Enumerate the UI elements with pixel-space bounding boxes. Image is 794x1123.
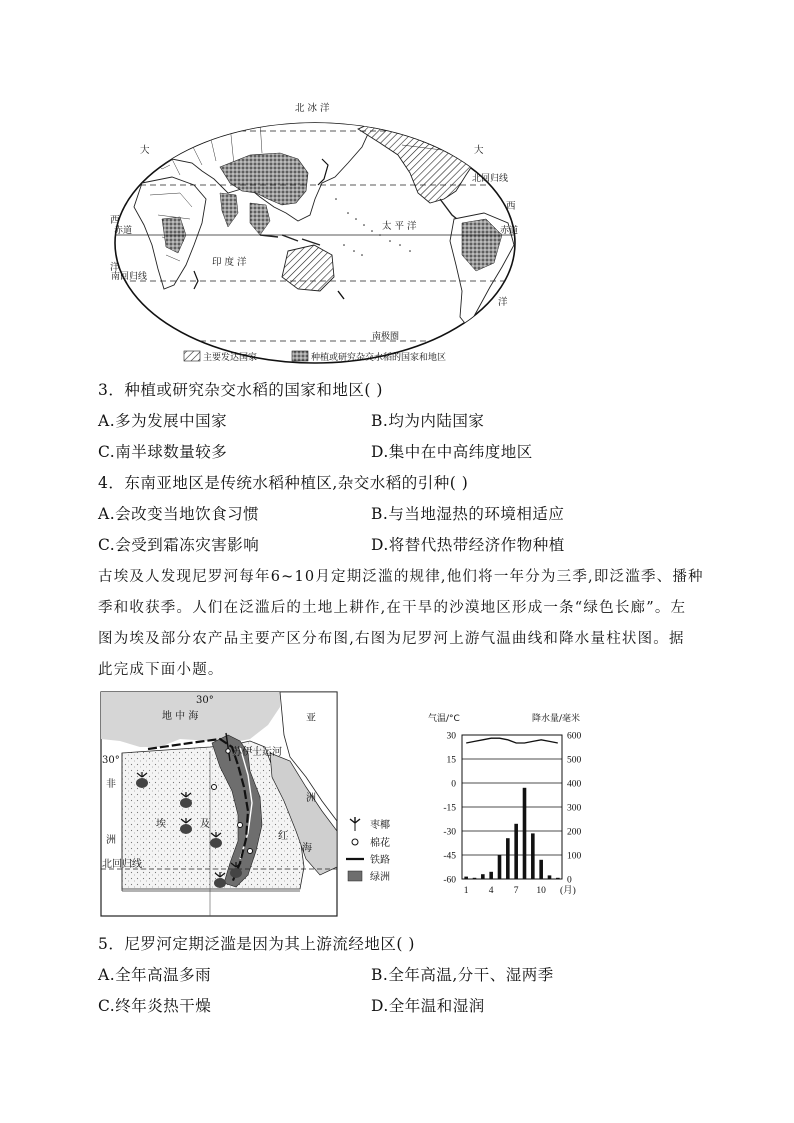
question-4-stem: 4．东南亚地区是传统水稻种植区,杂交水稻的引种( ) xyxy=(98,474,469,492)
red-sea-label-1: 红 xyxy=(278,831,288,842)
precip-bar xyxy=(464,877,468,879)
indian-ocean-label: 印 度 洋 xyxy=(212,257,247,268)
atlantic-label-yang-left: 洋 xyxy=(110,262,120,273)
equator-label-right: 赤道 xyxy=(500,226,519,236)
q3-option-b[interactable]: B.均为内陆国家 xyxy=(371,412,485,430)
q3-option-a[interactable]: A.多为发展中国家 xyxy=(98,412,228,430)
precip-tick-label: 200 xyxy=(567,827,582,838)
temp-tick-label: -60 xyxy=(443,875,456,886)
month-tick-label: 1 xyxy=(463,886,469,896)
egypt-legend xyxy=(346,817,390,883)
precip-tick-label: 300 xyxy=(567,803,582,814)
precip-tick-label: 0 xyxy=(567,875,572,886)
question-3-stem: 3．种植或研究杂交水稻的国家和地区( ) xyxy=(98,381,383,399)
month-tick-label: 10 xyxy=(536,886,546,896)
precip-axis-title: 降水量/毫米 xyxy=(532,714,581,724)
temp-tick-label: 15 xyxy=(446,755,456,766)
atlantic-label-xi-left: 西 xyxy=(110,215,120,226)
arctic-ocean-label: 北 冰 洋 xyxy=(295,103,330,114)
asia-label-2: 洲 xyxy=(306,793,316,804)
q5-option-a[interactable]: A.全年高温多雨 xyxy=(98,966,212,984)
temp-tick-label: 0 xyxy=(451,779,456,790)
precip-bar xyxy=(523,788,527,879)
africa-label-1: 非 xyxy=(106,779,116,790)
q5-option-c[interactable]: C.终年炎热干燥 xyxy=(98,997,212,1015)
lat-30-left-label: 30° xyxy=(102,755,120,766)
asia-label-1: 亚 xyxy=(306,713,316,724)
egypt-label-2: 及 xyxy=(200,819,210,830)
red-sea-label-2: 海 xyxy=(302,843,312,854)
precip-bar xyxy=(506,838,510,879)
world-map-figure xyxy=(110,95,520,367)
passage-line-2: 季和收获季。人们在泛滥后的土地上耕作,在干旱的沙漠地区形成一条“绿色长廊”。左 xyxy=(98,600,687,616)
legend-hybrid-swatch xyxy=(292,351,308,361)
suez-canal-label: 苏伊士运河 xyxy=(232,747,282,758)
precip-bar xyxy=(498,855,502,879)
egypt-map-figure xyxy=(100,691,410,919)
legend-hybrid-label: 种植或研究杂交水稻的国家和地区 xyxy=(311,353,447,363)
precip-bar xyxy=(556,878,560,879)
temp-tick-label: -15 xyxy=(443,803,456,814)
temp-tick-label: -30 xyxy=(443,827,456,838)
legend-oasis-label: 绿洲 xyxy=(370,872,390,883)
precip-bar xyxy=(531,833,535,879)
temp-tick-label: 30 xyxy=(446,731,456,742)
passage-line-1: 古埃及人发现尼罗河每年6~10月定期泛滥的规律,他们将一年分为三季,即泛滥季、播种 xyxy=(98,569,704,585)
tropic-label: 北回归线 xyxy=(102,859,142,870)
atlantic-label-xi-right: 西 xyxy=(506,201,516,212)
temp-axis-title: 气温/°C xyxy=(428,714,460,724)
question-5-stem: 5．尼罗河定期泛滥是因为其上游流经地区( ) xyxy=(98,935,415,953)
antarctic-circle-label: 南极圈 xyxy=(372,332,400,342)
precip-bar xyxy=(481,874,485,879)
q4-option-b[interactable]: B.与当地湿热的环境相适应 xyxy=(371,505,565,523)
africa-label-2: 洲 xyxy=(106,835,116,846)
precip-tick-label: 600 xyxy=(567,731,582,742)
q3-option-d[interactable]: D.集中在中高纬度地区 xyxy=(371,443,533,461)
lat-30-top-label: 30° xyxy=(196,695,214,706)
legend-developed-swatch xyxy=(184,351,200,361)
precip-bar xyxy=(539,860,543,879)
legend-developed-label: 主要发达国家 xyxy=(203,353,258,363)
legend-date-palm-label: 枣椰 xyxy=(370,820,390,831)
precip-bar xyxy=(514,824,518,879)
mediterranean-label: 地 中 海 xyxy=(162,711,199,722)
month-tick-label: 4 xyxy=(488,886,494,896)
passage xyxy=(98,562,708,686)
atlantic-label-da-right: 大 xyxy=(474,145,484,156)
q4-option-a[interactable]: A.会改变当地饮食习惯 xyxy=(98,505,260,523)
precip-bar xyxy=(548,875,552,879)
atlantic-label-da-left: 大 xyxy=(140,145,150,156)
month-tick-label: 7 xyxy=(513,886,519,896)
atlantic-label-yang-right: 洋 xyxy=(498,297,508,308)
temp-tick-label: -45 xyxy=(443,851,456,862)
tropic-south-label: 南回归线 xyxy=(111,272,148,282)
equator-label-left: 赤道 xyxy=(114,226,133,236)
precip-bar xyxy=(473,878,477,879)
pacific-ocean-label: 太 平 洋 xyxy=(382,221,417,232)
legend-railway-label: 铁路 xyxy=(370,855,390,866)
passage-line-3: 图为埃及部分农产品主要产区分布图,右图为尼罗河上游气温曲线和降水量柱状图。据 xyxy=(98,631,685,647)
q5-option-d[interactable]: D.全年温和湿润 xyxy=(371,997,485,1015)
tropic-north-label: 北回归线 xyxy=(472,174,509,184)
q4-option-c[interactable]: C.会受到霜冻灾害影响 xyxy=(98,536,260,554)
passage-line-4: 此完成下面小题。 xyxy=(98,662,224,678)
precip-tick-label: 500 xyxy=(567,755,582,766)
legend-cotton-label: 棉花 xyxy=(370,838,390,849)
q3-option-c[interactable]: C.南半球数量较多 xyxy=(98,443,228,461)
precip-tick-label: 400 xyxy=(567,779,582,790)
q5-option-b[interactable]: B.全年高温,分干、湿两季 xyxy=(371,966,554,984)
precip-bar xyxy=(489,872,493,879)
month-axis-title: (月) xyxy=(560,886,576,896)
egypt-label-1: 埃 xyxy=(156,819,166,830)
climate-chart xyxy=(420,705,595,900)
precip-tick-label: 100 xyxy=(567,851,582,862)
q4-option-d[interactable]: D.将替代热带经济作物种植 xyxy=(371,536,565,554)
